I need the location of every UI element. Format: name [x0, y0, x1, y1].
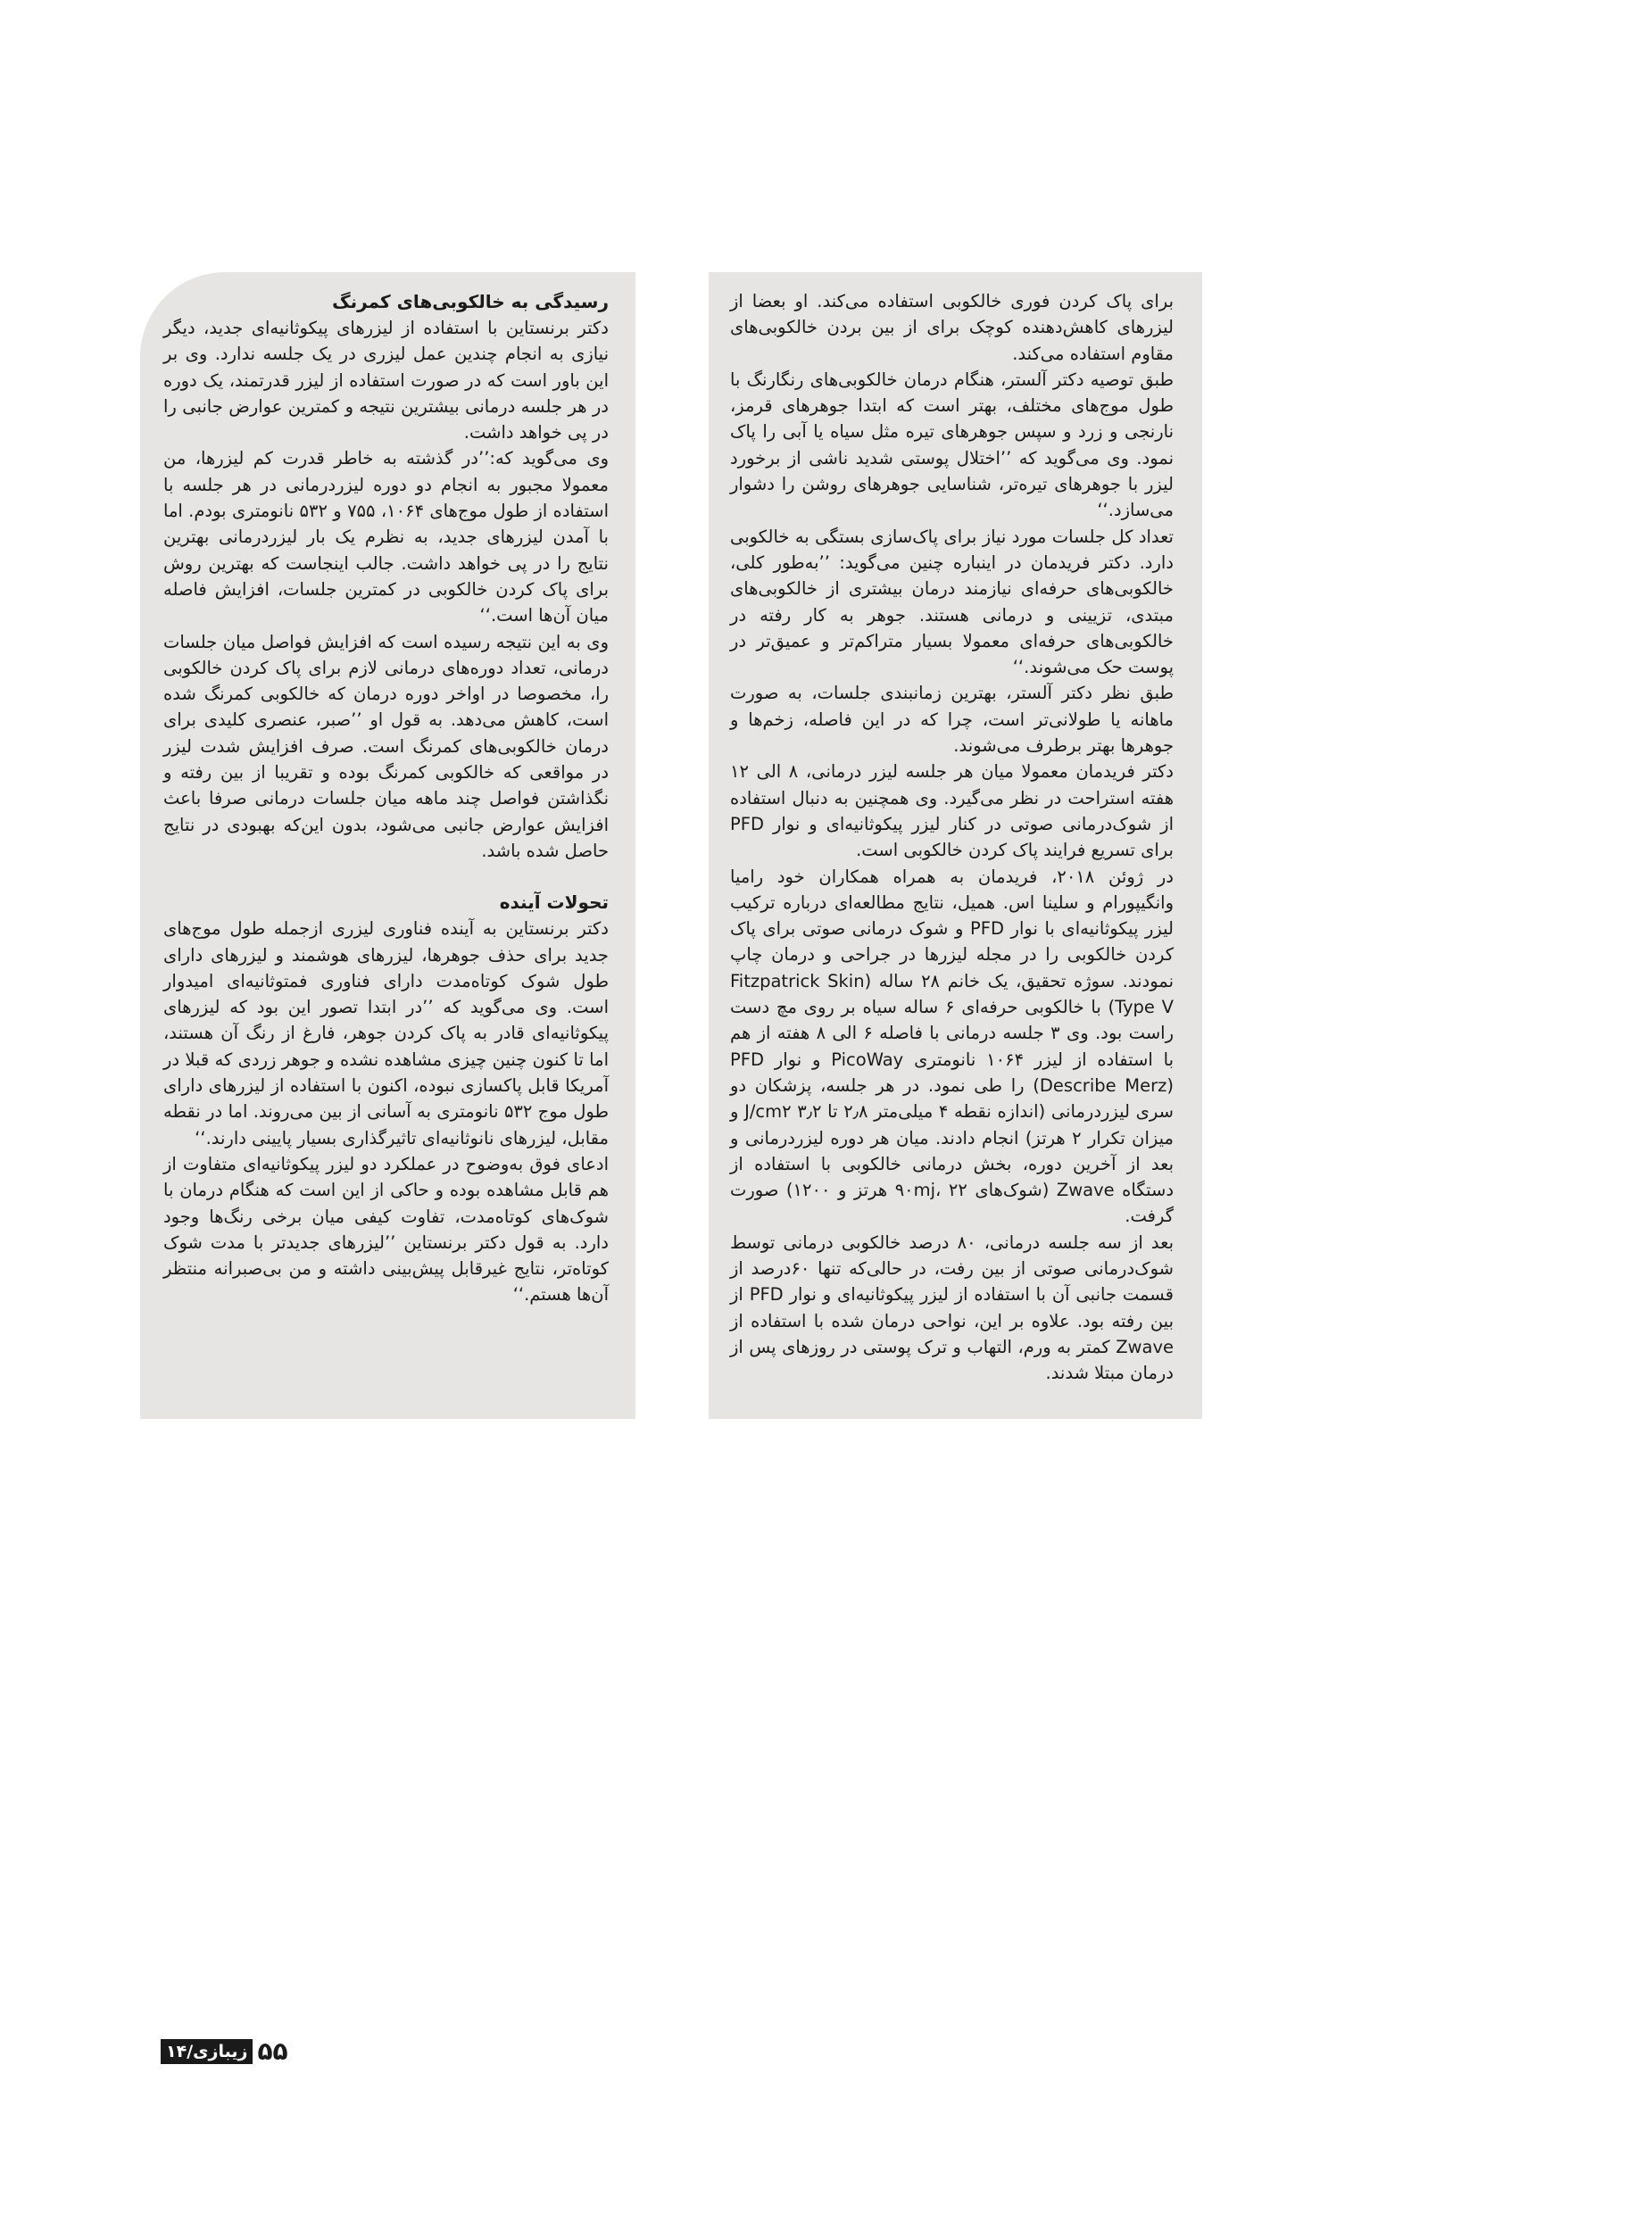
right-text-column: [709, 272, 1202, 1419]
paragraph: طبق نظر دکتر آلستر، بهترین زمانبندی جلسات، به صورت ماهانه یا طولانی‌تر است، چرا که در این فاصله، زخم‌ها و جوهرها بهتر برطرف می‌شوند.: [730, 683, 1174, 757]
paragraph: وی می‌گوید که:’’در گذشته به خاطر قدرت کم لیزرها، من معمولا مجبور به انجام دو دوره لیزردرمانی در هر جلسه با استفاده از طول موج‌های ۱۰۶۴، ۷۵۵ و ۵۳۲ نانومتری بودم. اما با آمدن لیزرهای جدید، به نظرم یک بار لیزردرمانی بهترین نتایج را در پی خواهد داشت. جالب اینجاست که بهترین روش برای پاک کردن خالکوبی در کمترین جلسات، افزایش فاصله میان آن‌ها است.‘‘: [163, 448, 609, 626]
paragraph: ادعای فوق به‌وضوح در عملکرد دو لیزر پیکوثانیه‌ای متفاوت از هم قابل مشاهده بوده و حاکی از این است که هنگام درمان با شوک‌های کوتاه‌مدت، تفاوت کیفی میان برخی رنگ‌ها وجود دارد. به قول دکتر برنستاین ’’لیزرهای جدیدتر با مدت شوک کوتاه‌تر، نتایج غیرقابل پیش‌بینی داشته و من بی‌صبرانه منتظر آن‌ها هستم.‘‘: [163, 1153, 609, 1306]
left-text-column: [140, 272, 635, 1419]
paragraph: وی به این نتیجه رسیده است که افزایش فواصل میان جلسات درمانی، تعداد دوره‌های درمانی لازم برای پاک کردن خالکوبی را، مخصوصا در اواخر دوره درمان که خالکوبی کمرنگ شده است، کاهش می‌دهد. به قول او ’’صبر، عنصری کلیدی برای درمان خالکوبی‌های کمرنگ است. صرف افزایش شدت لیزر در مواقعی که خالکوبی کمرنگ بوده و تقریبا از بین رفته و نگذاشتن فواصل چند ماهه میان جلسات درمانی صرفا باعث افزایش عوارض جانبی می‌شود، بدون این‌که بهبودی در نتایج حاصل شده باشد.: [163, 631, 609, 861]
magazine-badge: زیبازی/۱۴: [161, 2039, 253, 2064]
paragraph: دکتر برنستاین به آینده فناوری لیزری ازجمله طول موج‌های جدید برای حذف جوهرها، لیزرهای هوشمند و لیزرهای دارای طول شوک کوتاه‌مدت دارای فناوری فمتوثانیه‌ای امیدوار است. وی می‌گوید که ’’در ابتدا تصور این بود که لیزرهای پیکوثانیه‌ای قادر به پاک کردن جوهر، فارغ از رنگ آن هستند، اما تا کنون چنین چیزی مشاهده نشده و جوهر زردی که قبلا در آمریکا قابل پاکسازی نبوده، اکنون با استفاده از لیزرهای دارای طول موج ۵۳۲ نانومتری به آسانی از بین می‌روند. اما در نقطه مقابل، لیزرهای نانوثانیه‌ای تاثیرگذاری بسیار پایینی دارند.‘‘: [163, 918, 609, 1148]
paragraph: دکتر فریدمان معمولا میان هر جلسه لیزر درمانی، ۸ الی ۱۲ هفته استراحت در نظر می‌گیرد. وی همچنین به دنبال استفاده از شوک‌درمانی صوتی در کنار لیزر پیکوثانیه‌ای و نوار PFD برای تسریع فرایند پاک کردن خالکوبی است.: [730, 761, 1174, 861]
paragraph: دکتر برنستاین با استفاده از لیزرهای پیکوثانیه‌ای جدید، دیگر نیازی به انجام چندین عمل لیزری در یک جلسه ندارد. وی بر این باور است که در صورت استفاده از لیزر قدرتمند، یک دوره در هر جلسه درمانی بیشترین نتیجه و کمترین عوارض جانبی را در پی خواهد داشت.: [163, 318, 609, 444]
paragraph: تعداد کل جلسات مورد نیاز برای پاک‌سازی بستگی به خالکوبی دارد. دکتر فریدمان در اینباره چنین می‌گوید: ’’به‌طور کلی، خالکوبی‌های حرفه‌ای نیازمند درمان بیشتری از خالکوبی‌های مبتدی، تزیینی و درمانی هستند. جوهر به کار رفته در خالکوبی‌های حرفه‌ای معمولا بسیار متراکم‌تر و عمیق‌تر در پوست حک می‌شوند.‘‘: [730, 526, 1174, 678]
section-heading: رسیدگی به خالکوبی‌های کمرنگ: [332, 291, 609, 312]
page-number: ۵۵: [257, 2036, 288, 2066]
paragraph: طبق توصیه دکتر آلستر، هنگام درمان خالکوبی‌های رنگارنگ با طول موج‌های مختلف، بهتر است که ابتدا جوهرهای قرمز، نارنجی و زرد و سپس جوهرهای تیره مثل سیاه یا آبی را پاک نمود. وی می‌گوید که ’’اختلال پوستی شدید ناشی از برخورد لیزر با جوهرهای تیره‌تر، شناسایی جوهرهای روشن را دشوار می‌سازد.‘‘: [730, 369, 1174, 521]
section-heading: تحولات آینده: [499, 891, 609, 914]
page-footer: [161, 2037, 288, 2066]
paragraph: برای پاک کردن فوری خالکوبی استفاده می‌کند. او بعضا از لیزرهای کاهش‌دهنده کوچک برای از بین بردن خالکوبی‌های مقاوم استفاده می‌کند.: [730, 291, 1174, 364]
paragraph: در ژوئن ۲۰۱۸، فریدمان به همراه همکاران خود رامیا وانگیپورام و سلینا اس. همیل، نتایج مطالعه‌ای درباره ترکیب لیزر پیکوثانیه‌ای با نوار PFD و شوک درمانی صوتی برای پاک کردن خالکوبی را در مجله لیزرها در جراحی و درمان چاپ نمودند. سوژه تحقیق، یک خانم ۲۸ ساله (Fitzpatrick Skin Type V) با خالکوبی حرفه‌ای ۶ ساله سیاه بر روی مچ دست راست بود. وی ۳ جلسه درمانی با فاصله ۶ الی ۸ هفته از هم با استفاده از لیزر ۱۰۶۴ نانومتری PicoWay و نوار PFD (Describe Merz) را طی نمود. در هر جلسه، پزشکان دو سری لیزردرمانی (اندازه نقطه ۴ میلی‌متر ۲٫۸ تا ۳٫۲ J/cm۲ و میزان تکرار ۲ هرتز) انجام دادند. میان هر دوره لیزردرمانی و بعد از آخرین دوره، بخش درمانی خالکوبی با استفاده از دستگاه Zwave (شوک‌های ۹۰mj، ۲۲ هرتز و ۱۲۰۰) صورت گرفت.: [730, 866, 1175, 1227]
paragraph: بعد از سه جلسه درمانی، ۸۰ درصد خالکوبی درمانی توسط شوک‌درمانی صوتی از بین رفت، در حالی‌که تنها ۶۰درصد از قسمت جانبی آن با استفاده از لیزر پیکوثانیه‌ای و نوار PFD از بین رفته بود. علاوه بر این، نواحی درمان شده با استفاده از Zwave کمتر به ورم، التهاب و ترک پوستی در روزهای پس از درمان مبتلا شدند.: [730, 1231, 1174, 1384]
